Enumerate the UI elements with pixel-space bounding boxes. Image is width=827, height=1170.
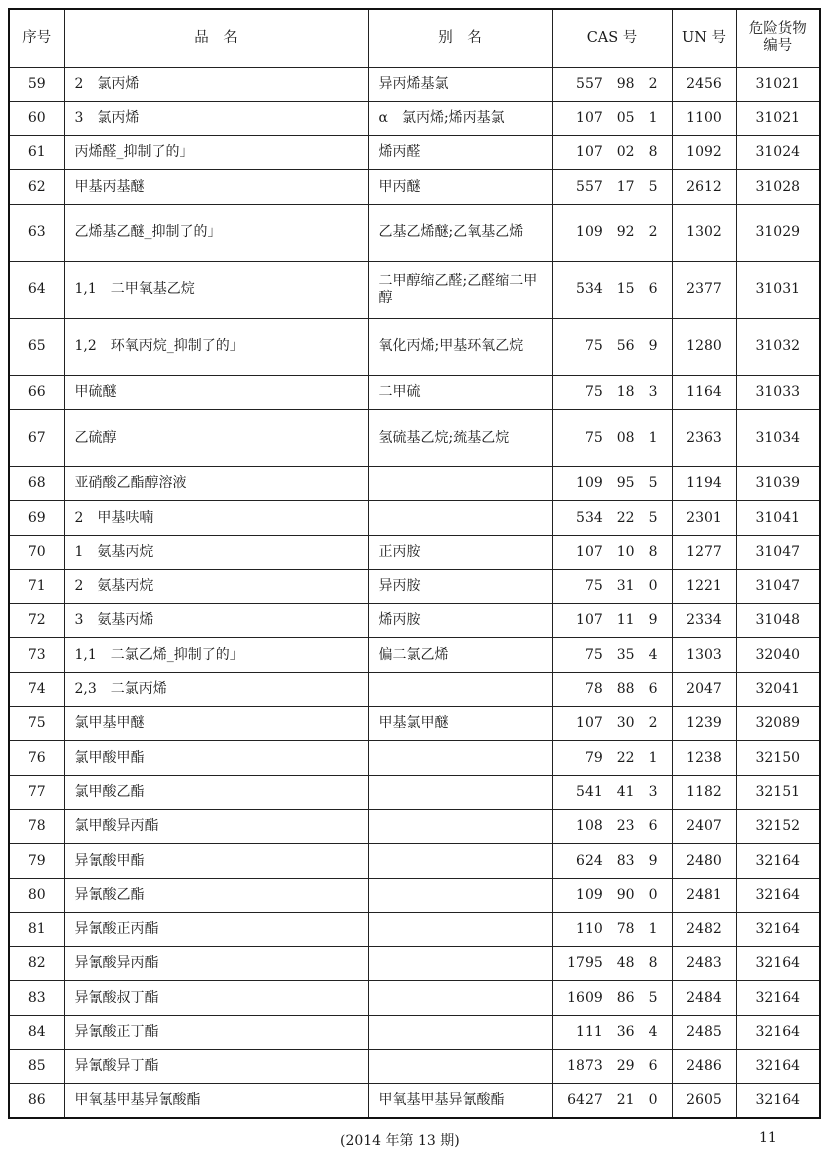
table-row [9, 409, 820, 466]
cell-un: 1302 [672, 204, 736, 261]
table-row [9, 466, 820, 500]
cell-dg: 32041 [736, 672, 820, 706]
cell-un: 2484 [672, 981, 736, 1015]
table-row [9, 912, 820, 946]
cell-no: 65 [9, 318, 64, 375]
cell-un: 1182 [672, 775, 736, 809]
cell-cas: 75 08 1 [552, 409, 672, 466]
cell-no: 59 [9, 67, 64, 101]
cell-alias: 氧化丙烯;甲基环氧乙烷 [368, 318, 552, 375]
cell-dg: 32164 [736, 844, 820, 878]
cell-dg: 32040 [736, 638, 820, 672]
cell-no: 62 [9, 170, 64, 204]
cell-name: 甲基丙基醚 [64, 170, 368, 204]
table-row [9, 569, 820, 603]
cell-un: 1238 [672, 741, 736, 775]
footer-issue: (2014 年第 13 期) [340, 1133, 460, 1149]
header-dg-line2: 编号 [763, 38, 793, 55]
table-row [9, 809, 820, 843]
cell-dg: 32164 [736, 878, 820, 912]
cell-alias: 甲氧基甲基异氰酸酯 [368, 1084, 552, 1118]
cell-alias [368, 844, 552, 878]
cell-un: 2363 [672, 409, 736, 466]
cell-name: 甲硫醚 [64, 375, 368, 409]
cell-name: 氯甲酸甲酯 [64, 741, 368, 775]
cell-alias [368, 501, 552, 535]
cell-alias [368, 981, 552, 1015]
cell-un: 2301 [672, 501, 736, 535]
cell-dg: 31021 [736, 101, 820, 135]
cell-alias: 正丙胺 [368, 535, 552, 569]
cell-dg: 32151 [736, 775, 820, 809]
cell-no: 61 [9, 136, 64, 170]
table-body [9, 67, 820, 1118]
cell-name: 氯甲酸异丙酯 [64, 809, 368, 843]
table-row [9, 981, 820, 1015]
cell-name: 1,1 二氯乙烯_抑制了的」 [64, 638, 368, 672]
cell-cas: 107 02 8 [552, 136, 672, 170]
cell-dg: 31028 [736, 170, 820, 204]
cell-dg: 32150 [736, 741, 820, 775]
cell-alias [368, 809, 552, 843]
cell-un: 2482 [672, 912, 736, 946]
cell-dg: 32164 [736, 947, 820, 981]
cell-no: 74 [9, 672, 64, 706]
cell-alias [368, 672, 552, 706]
cell-alias: 偏二氯乙烯 [368, 638, 552, 672]
header-dg-line1: 危险货物 [748, 20, 807, 37]
cell-name: 2 氨基丙烷 [64, 569, 368, 603]
cell-no: 83 [9, 981, 64, 1015]
cell-no: 85 [9, 1050, 64, 1084]
cell-alias: 乙基乙烯醚;乙氧基乙烯 [368, 204, 552, 261]
cell-un: 2456 [672, 67, 736, 101]
header-cas: CAS 号 [552, 9, 672, 67]
cell-dg: 32152 [736, 809, 820, 843]
cell-cas: 79 22 1 [552, 741, 672, 775]
cell-cas: 109 90 0 [552, 878, 672, 912]
table-row [9, 1015, 820, 1049]
cell-no: 72 [9, 604, 64, 638]
cell-dg: 31031 [736, 261, 820, 318]
header-name: 品 名 [64, 9, 368, 67]
cell-cas: 75 18 3 [552, 375, 672, 409]
cell-alias: α 氯丙烯;烯丙基氯 [368, 101, 552, 135]
cell-no: 66 [9, 375, 64, 409]
cell-name: 丙烯醛_抑制了的」 [64, 136, 368, 170]
cell-cas: 75 56 9 [552, 318, 672, 375]
cell-name: 异氰酸叔丁酯 [64, 981, 368, 1015]
cell-no: 82 [9, 947, 64, 981]
cell-dg: 31029 [736, 204, 820, 261]
cell-dg: 31048 [736, 604, 820, 638]
cell-cas: 557 98 2 [552, 67, 672, 101]
cell-name: 异氰酸甲酯 [64, 844, 368, 878]
cell-cas: 557 17 5 [552, 170, 672, 204]
cell-no: 76 [9, 741, 64, 775]
cell-dg: 32164 [736, 1015, 820, 1049]
cell-alias [368, 1015, 552, 1049]
cell-cas: 534 22 5 [552, 501, 672, 535]
table-row [9, 261, 820, 318]
cell-cas: 110 78 1 [552, 912, 672, 946]
table-row [9, 535, 820, 569]
cell-no: 78 [9, 809, 64, 843]
cell-no: 71 [9, 569, 64, 603]
cell-no: 70 [9, 535, 64, 569]
cell-no: 69 [9, 501, 64, 535]
table-row [9, 375, 820, 409]
table-row [9, 67, 820, 101]
cell-un: 2481 [672, 878, 736, 912]
cell-name: 1 氨基丙烷 [64, 535, 368, 569]
cell-un: 2485 [672, 1015, 736, 1049]
table-row [9, 672, 820, 706]
footer-page-number: 11 [759, 1130, 777, 1146]
table-row [9, 1050, 820, 1084]
cell-alias [368, 775, 552, 809]
cell-dg: 31047 [736, 535, 820, 569]
cell-cas: 1873 29 6 [552, 1050, 672, 1084]
cell-un: 1221 [672, 569, 736, 603]
cell-alias: 甲丙醚 [368, 170, 552, 204]
header-un: UN 号 [672, 9, 736, 67]
table-row [9, 1084, 820, 1118]
cell-no: 64 [9, 261, 64, 318]
cell-alias: 异丙烯基氯 [368, 67, 552, 101]
table-row [9, 501, 820, 535]
cell-dg: 32164 [736, 1084, 820, 1118]
cell-cas: 75 31 0 [552, 569, 672, 603]
cell-alias [368, 912, 552, 946]
table-row [9, 101, 820, 135]
table-row [9, 638, 820, 672]
cell-alias: 异丙胺 [368, 569, 552, 603]
cell-dg: 31034 [736, 409, 820, 466]
cell-alias [368, 878, 552, 912]
cell-no: 80 [9, 878, 64, 912]
table-row [9, 170, 820, 204]
cell-cas: 624 83 9 [552, 844, 672, 878]
cell-alias [368, 947, 552, 981]
cell-name: 甲氧基甲基异氰酸酯 [64, 1084, 368, 1118]
cell-un: 2480 [672, 844, 736, 878]
header-alias: 别 名 [368, 9, 552, 67]
cell-no: 63 [9, 204, 64, 261]
cell-no: 67 [9, 409, 64, 466]
cell-alias: 甲基氯甲醚 [368, 707, 552, 741]
cell-name: 1,1 二甲氧基乙烷 [64, 261, 368, 318]
cell-un: 1164 [672, 375, 736, 409]
table-row [9, 204, 820, 261]
cell-un: 1277 [672, 535, 736, 569]
cell-un: 1092 [672, 136, 736, 170]
cell-cas: 107 10 8 [552, 535, 672, 569]
cell-alias: 烯丙醛 [368, 136, 552, 170]
cell-dg: 31021 [736, 67, 820, 101]
cell-cas: 108 23 6 [552, 809, 672, 843]
cell-name: 3 氯丙烯 [64, 101, 368, 135]
cell-un: 1303 [672, 638, 736, 672]
cell-un: 1100 [672, 101, 736, 135]
table-row [9, 844, 820, 878]
table-row [9, 604, 820, 638]
cell-cas: 541 41 3 [552, 775, 672, 809]
cell-no: 75 [9, 707, 64, 741]
cell-name: 异氰酸正丁酯 [64, 1015, 368, 1049]
header-dg [736, 9, 820, 67]
table-row [9, 775, 820, 809]
table-header-row [9, 9, 820, 67]
table-row [9, 741, 820, 775]
cell-dg: 31024 [736, 136, 820, 170]
cell-alias [368, 1050, 552, 1084]
table-row [9, 947, 820, 981]
cell-dg: 31047 [736, 569, 820, 603]
cell-un: 2334 [672, 604, 736, 638]
cell-name: 氯甲酸乙酯 [64, 775, 368, 809]
chemical-table [8, 8, 821, 1119]
cell-un: 2486 [672, 1050, 736, 1084]
cell-alias: 烯丙胺 [368, 604, 552, 638]
cell-dg: 32164 [736, 1050, 820, 1084]
cell-un: 1194 [672, 466, 736, 500]
cell-un: 2612 [672, 170, 736, 204]
cell-dg: 31039 [736, 466, 820, 500]
cell-cas: 78 88 6 [552, 672, 672, 706]
table-row [9, 878, 820, 912]
table-row [9, 318, 820, 375]
cell-no: 86 [9, 1084, 64, 1118]
cell-dg: 32089 [736, 707, 820, 741]
cell-alias: 二甲醇缩乙醛;乙醛缩二甲醇 [368, 261, 552, 318]
cell-cas: 109 95 5 [552, 466, 672, 500]
cell-no: 68 [9, 466, 64, 500]
cell-name: 1,2 环氧丙烷_抑制了的」 [64, 318, 368, 375]
cell-no: 79 [9, 844, 64, 878]
cell-un: 2407 [672, 809, 736, 843]
cell-alias [368, 466, 552, 500]
cell-cas: 75 35 4 [552, 638, 672, 672]
cell-name: 乙硫醇 [64, 409, 368, 466]
table-row [9, 136, 820, 170]
cell-name: 2 甲基呋喃 [64, 501, 368, 535]
cell-dg: 31033 [736, 375, 820, 409]
cell-name: 异氰酸异丙酯 [64, 947, 368, 981]
cell-un: 2377 [672, 261, 736, 318]
cell-name: 3 氨基丙烯 [64, 604, 368, 638]
cell-alias: 二甲硫 [368, 375, 552, 409]
cell-name: 氯甲基甲醚 [64, 707, 368, 741]
cell-cas: 107 30 2 [552, 707, 672, 741]
cell-cas: 107 05 1 [552, 101, 672, 135]
cell-cas: 1609 86 5 [552, 981, 672, 1015]
cell-name: 异氰酸异丁酯 [64, 1050, 368, 1084]
cell-name: 乙烯基乙醚_抑制了的」 [64, 204, 368, 261]
cell-no: 84 [9, 1015, 64, 1049]
cell-cas: 6427 21 0 [552, 1084, 672, 1118]
cell-alias [368, 741, 552, 775]
cell-un: 1280 [672, 318, 736, 375]
cell-dg: 32164 [736, 981, 820, 1015]
cell-name: 亚硝酸乙酯醇溶液 [64, 466, 368, 500]
cell-name: 2 氯丙烯 [64, 67, 368, 101]
cell-un: 2483 [672, 947, 736, 981]
header-no: 序号 [9, 9, 64, 67]
cell-dg: 32164 [736, 912, 820, 946]
cell-dg: 31032 [736, 318, 820, 375]
cell-cas: 109 92 2 [552, 204, 672, 261]
cell-name: 异氰酸正丙酯 [64, 912, 368, 946]
cell-no: 77 [9, 775, 64, 809]
cell-cas: 534 15 6 [552, 261, 672, 318]
cell-no: 60 [9, 101, 64, 135]
cell-cas: 1795 48 8 [552, 947, 672, 981]
cell-name: 异氰酸乙酯 [64, 878, 368, 912]
cell-un: 2605 [672, 1084, 736, 1118]
cell-cas: 107 11 9 [552, 604, 672, 638]
table-row [9, 707, 820, 741]
cell-alias: 氢硫基乙烷;巯基乙烷 [368, 409, 552, 466]
cell-no: 73 [9, 638, 64, 672]
cell-name: 2,3 二氯丙烯 [64, 672, 368, 706]
cell-dg: 31041 [736, 501, 820, 535]
cell-un: 2047 [672, 672, 736, 706]
cell-un: 1239 [672, 707, 736, 741]
cell-cas: 111 36 4 [552, 1015, 672, 1049]
cell-no: 81 [9, 912, 64, 946]
